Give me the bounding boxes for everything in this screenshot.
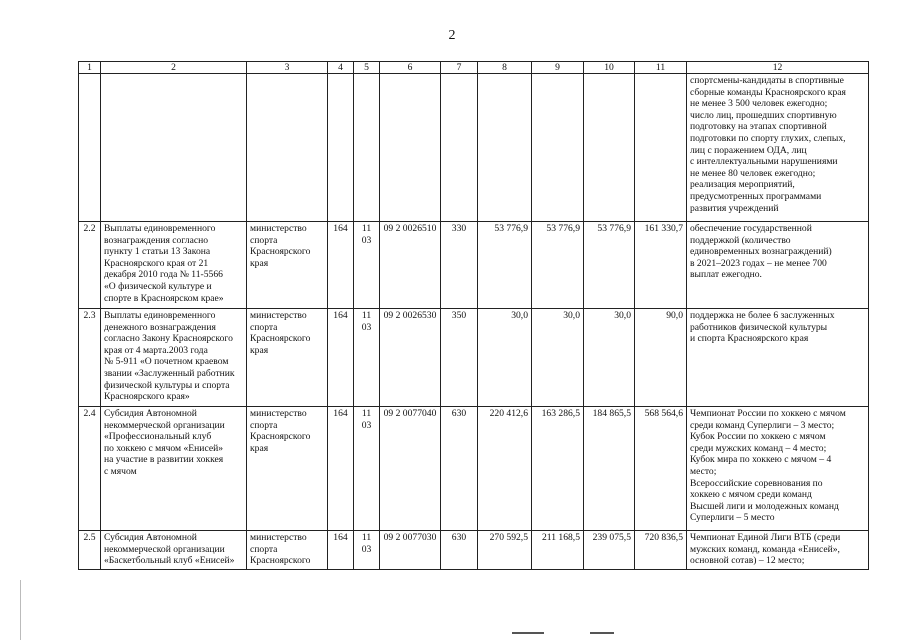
code-expense-type: 630 bbox=[441, 531, 478, 570]
amount-2023: 30,0 bbox=[584, 309, 635, 407]
code-ministry: 164 bbox=[328, 407, 354, 531]
column-number: 12 bbox=[687, 62, 869, 74]
column-number: 4 bbox=[328, 62, 354, 74]
code-expense-type: 330 bbox=[441, 222, 478, 309]
agency: министерство спорта Красноярского bbox=[247, 531, 328, 570]
code-target: 09 2 0077040 bbox=[380, 407, 441, 531]
row-number bbox=[79, 74, 101, 222]
amount-2023: 53 776,9 bbox=[584, 222, 635, 309]
code-section: 11 03 bbox=[354, 407, 380, 531]
measure-name: Субсидия Автономной некоммерческой организации «Профессиональный клуб по хоккею с мячом «Енисей» на участие в развитии хоккея с мячом bbox=[101, 407, 247, 531]
expected-result: спортсмены-кандидаты в спортивные сборные команды Красноярского края не менее 3 500 человек ежегодно; число лиц, прошедших спортивную подготовку на этапах спортивной подготовки по спорту глухих, слепых, лиц с поражением ОДА, лиц с интеллектуальными нарушениями не менее 80 человек ежегодно; реализация мероприятий, предусмотренных программами развития учреждений bbox=[687, 74, 869, 222]
code-ministry: 164 bbox=[328, 309, 354, 407]
row-number: 2.3 bbox=[79, 309, 101, 407]
scan-artifact-mark bbox=[512, 632, 544, 634]
row-number: 2.2 bbox=[79, 222, 101, 309]
amount-2023 bbox=[584, 74, 635, 222]
amount-2021: 270 592,5 bbox=[478, 531, 532, 570]
code-target: 09 2 0026510 bbox=[380, 222, 441, 309]
amount-total: 720 836,5 bbox=[635, 531, 687, 570]
expected-result: Чемпионат России по хоккею с мячом среди команд Суперлиги – 3 место; Кубок России по хоккею с мячом среди мужских команд – 4 место; Кубок мира по хоккею с мячом – 4 место; Всероссийские соревнования по хоккею с мячом среди команд Высшей лиги и молодежных команд Суперлиги – 5 место bbox=[687, 407, 869, 531]
page-number: 2 bbox=[448, 28, 456, 43]
code-ministry: 164 bbox=[328, 531, 354, 570]
column-number: 9 bbox=[532, 62, 584, 74]
table-row bbox=[79, 407, 869, 531]
column-number-row bbox=[79, 62, 869, 74]
column-number: 3 bbox=[247, 62, 328, 74]
measure-name: Выплаты единовременного вознаграждения согласно пункту 1 статьи 13 Закона Красноярского края от 21 декабря 2010 года № 11-5566 «О физической культуре и спорте в Красноярском крае» bbox=[101, 222, 247, 309]
code-section: 11 03 bbox=[354, 309, 380, 407]
column-number: 1 bbox=[79, 62, 101, 74]
table-row bbox=[79, 309, 869, 407]
amount-2023: 239 075,5 bbox=[584, 531, 635, 570]
row-number: 2.5 bbox=[79, 531, 101, 570]
column-number: 7 bbox=[441, 62, 478, 74]
row-number: 2.4 bbox=[79, 407, 101, 531]
table-row bbox=[79, 222, 869, 309]
table-row bbox=[79, 531, 869, 570]
column-number: 2 bbox=[101, 62, 247, 74]
amount-2023: 184 865,5 bbox=[584, 407, 635, 531]
agency: министерство спорта Красноярского края bbox=[247, 309, 328, 407]
scan-artifact-mark bbox=[590, 632, 614, 634]
code-expense-type bbox=[441, 74, 478, 222]
code-target bbox=[380, 74, 441, 222]
table-row bbox=[79, 74, 869, 222]
code-target: 09 2 0026530 bbox=[380, 309, 441, 407]
column-number: 11 bbox=[635, 62, 687, 74]
expected-result: Чемпионат Единой Лиги ВТБ (среди мужских команд, команда «Енисей», основной сотав) – 12 место; bbox=[687, 531, 869, 570]
measure-name: Выплаты единовременного денежного вознаграждения согласно Закону Красноярского края от 4 марта.2003 года № 5-911 «О почетном краевом звании «Заслуженный работник физической культуры и спорта Красноярского края» bbox=[101, 309, 247, 407]
measure-name: Субсидия Автономной некоммерческой организации «Баскетбольный клуб «Енисей» bbox=[101, 531, 247, 570]
amount-total: 161 330,7 bbox=[635, 222, 687, 309]
amount-total: 90,0 bbox=[635, 309, 687, 407]
amount-2021: 220 412,6 bbox=[478, 407, 532, 531]
column-number: 10 bbox=[584, 62, 635, 74]
amount-2022: 30,0 bbox=[532, 309, 584, 407]
agency bbox=[247, 74, 328, 222]
amount-2022 bbox=[532, 74, 584, 222]
code-ministry bbox=[328, 74, 354, 222]
code-ministry: 164 bbox=[328, 222, 354, 309]
agency: министерство спорта Красноярского края bbox=[247, 222, 328, 309]
amount-2021 bbox=[478, 74, 532, 222]
expected-result: обеспечение государственной поддержкой (количество единовременных вознаграждений) в 2021–2023 годах – не менее 700 выплат ежегодно. bbox=[687, 222, 869, 309]
column-number: 6 bbox=[380, 62, 441, 74]
amount-2022: 211 168,5 bbox=[532, 531, 584, 570]
code-section bbox=[354, 74, 380, 222]
code-expense-type: 350 bbox=[441, 309, 478, 407]
expected-result: поддержка не более 6 заслуженных работников физической культуры и спорта Красноярского края bbox=[687, 309, 869, 407]
column-number: 5 bbox=[354, 62, 380, 74]
amount-2021: 30,0 bbox=[478, 309, 532, 407]
scan-artifact-line bbox=[20, 580, 21, 640]
budget-table bbox=[78, 61, 869, 570]
code-expense-type: 630 bbox=[441, 407, 478, 531]
amount-total: 568 564,6 bbox=[635, 407, 687, 531]
amount-2022: 53 776,9 bbox=[532, 222, 584, 309]
amount-2021: 53 776,9 bbox=[478, 222, 532, 309]
code-target: 09 2 0077030 bbox=[380, 531, 441, 570]
measure-name bbox=[101, 74, 247, 222]
column-number: 8 bbox=[478, 62, 532, 74]
agency: министерство спорта Красноярского края bbox=[247, 407, 328, 531]
amount-2022: 163 286,5 bbox=[532, 407, 584, 531]
code-section: 11 03 bbox=[354, 531, 380, 570]
code-section: 11 03 bbox=[354, 222, 380, 309]
amount-total bbox=[635, 74, 687, 222]
